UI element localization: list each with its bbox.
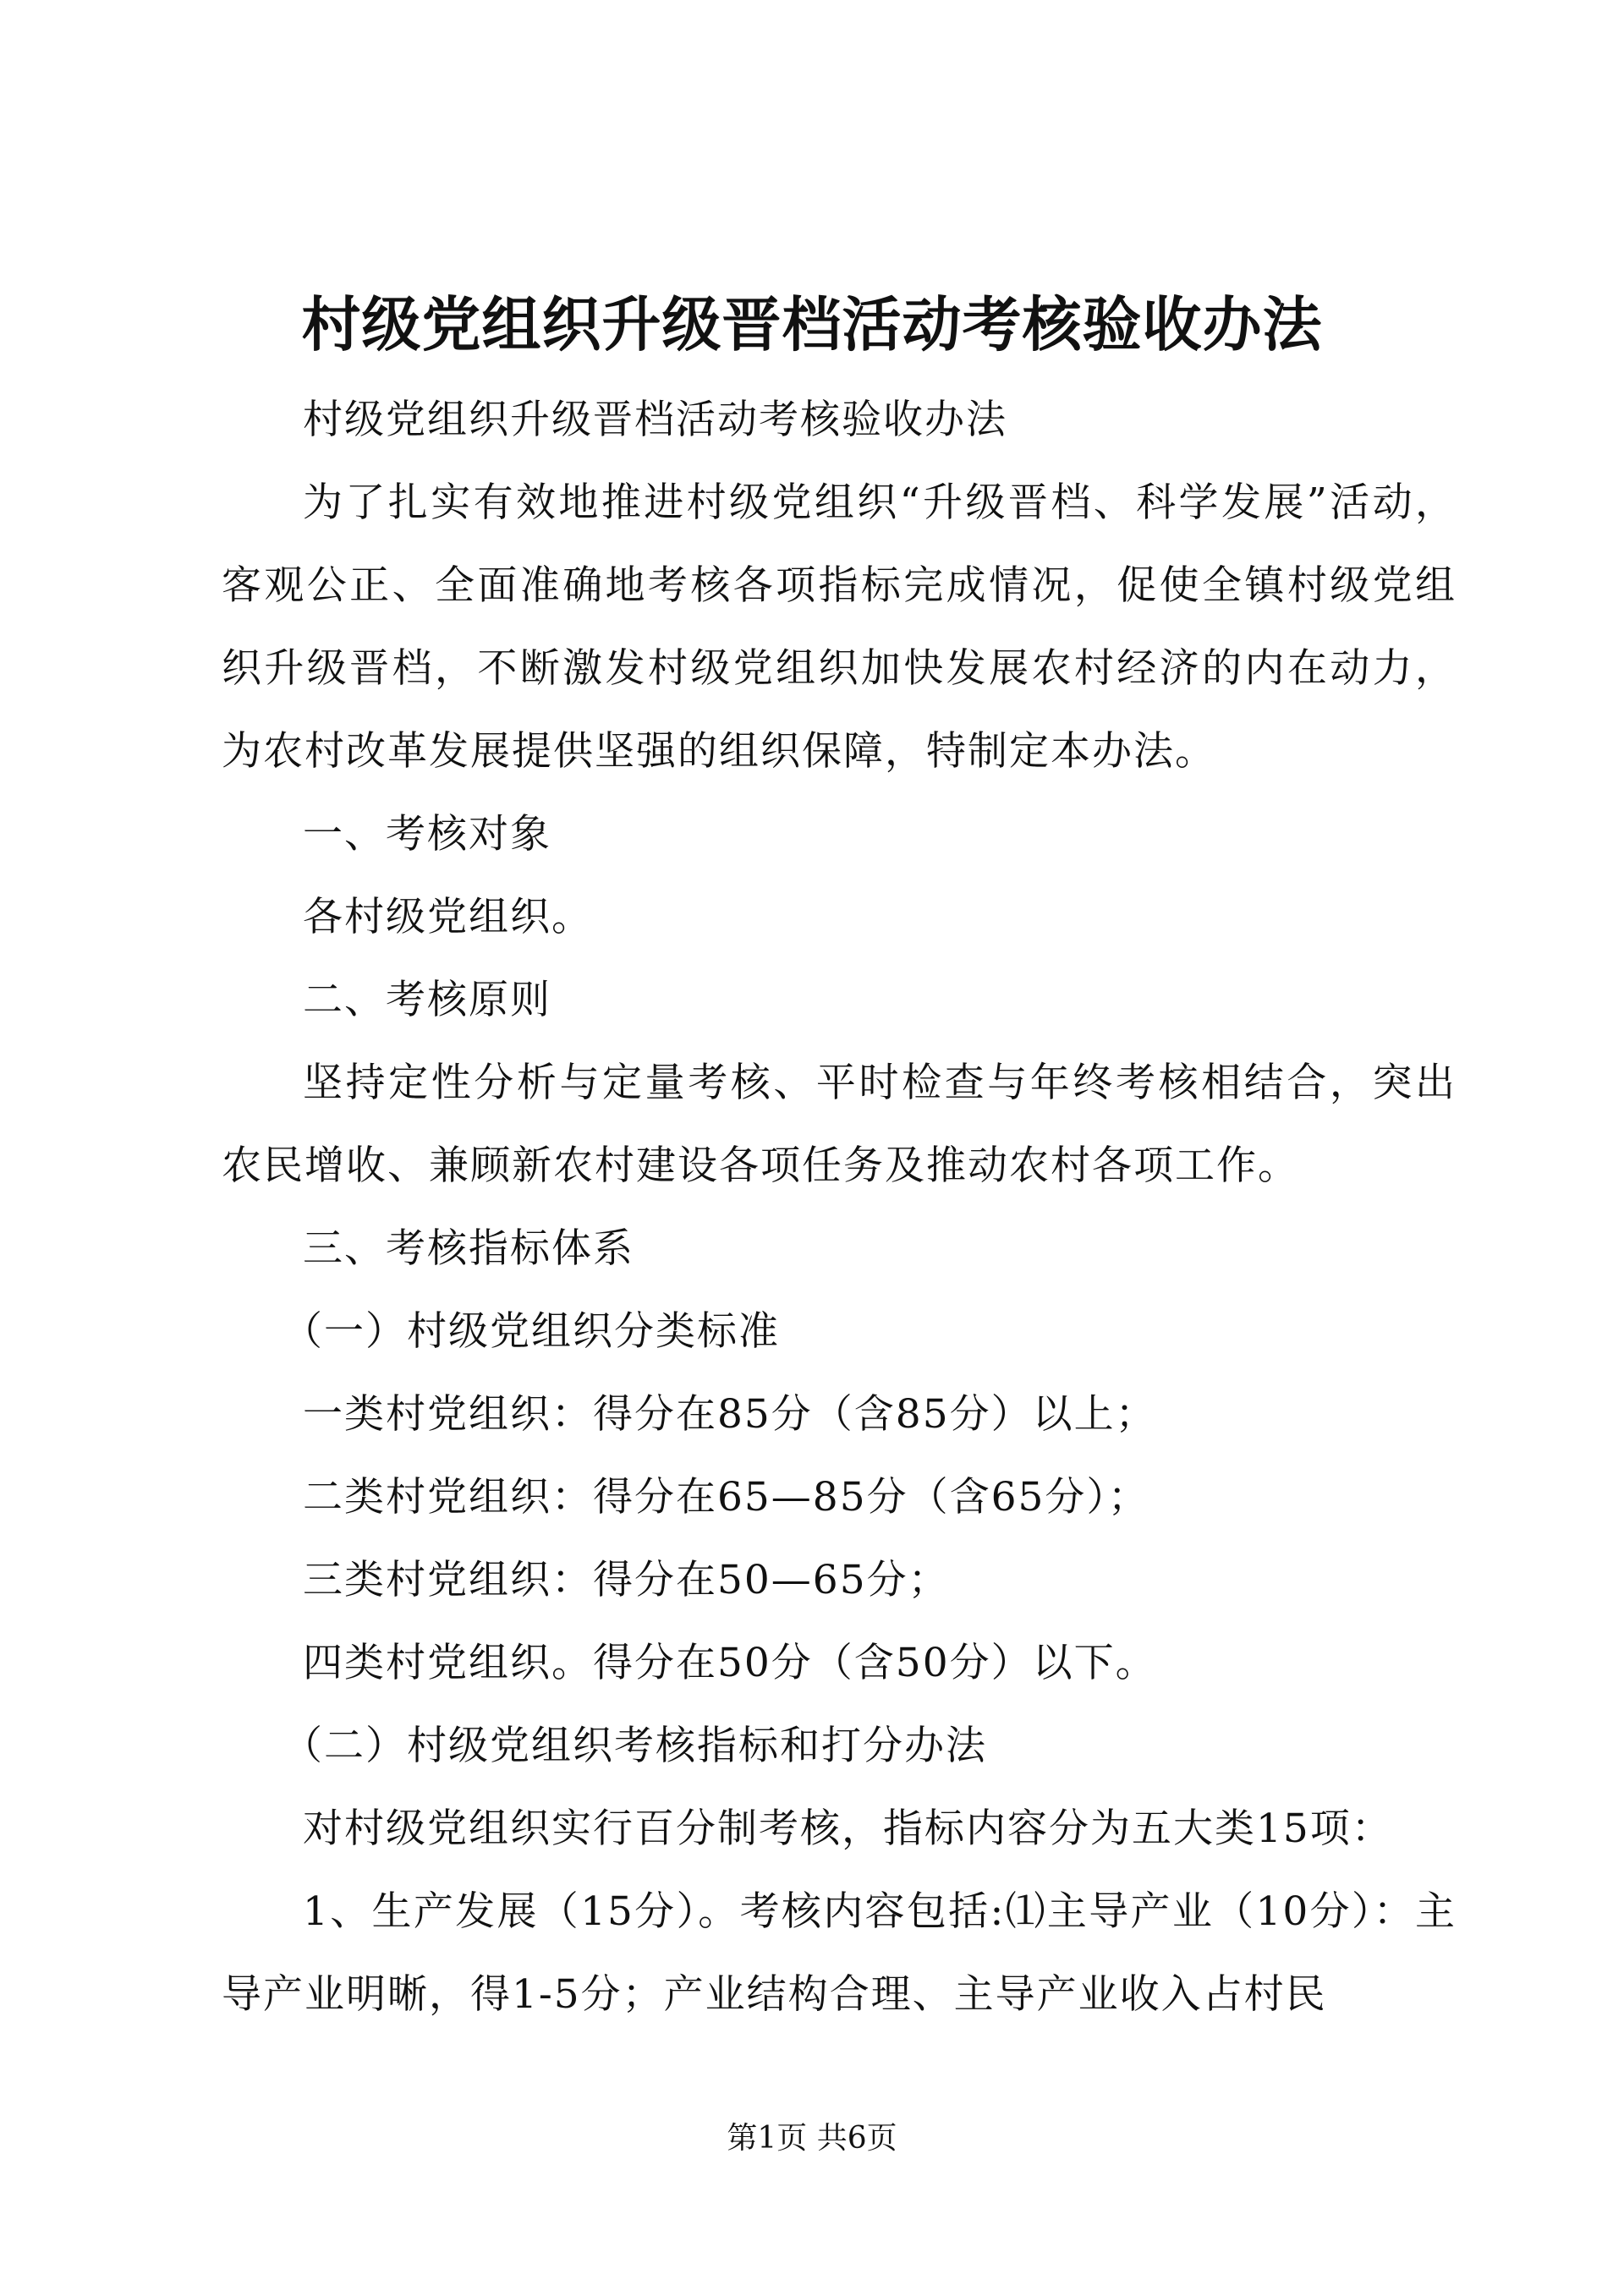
section-heading-assessment-principle: 二、考核原则 <box>303 977 551 1023</box>
paragraph-production-development: 1、生产发展（15分）。考核内容包括:⑴主导产业（10分）：主导产业明晰，得1-5分；产业结构合理、主导产业收入占村民 <box>222 1888 1457 2018</box>
list-item-class-one: 一类村党组织：得分在85分（含85分）以上； <box>303 1391 1157 1438</box>
list-item-class-two: 二类村党组织：得分在65—85分（含65分）； <box>303 1474 1149 1521</box>
subsection-heading-scoring: （二）村级党组织考核指标和打分办法 <box>283 1723 987 1769</box>
paragraph-subtitle: 村级党组织升级晋档活动考核验收办法 <box>303 397 1007 443</box>
subsection-heading-classification: （一）村级党组织分类标准 <box>283 1308 780 1355</box>
section-heading-indicator-system: 三、考核指标体系 <box>303 1225 634 1272</box>
document-title: 村级党组织升级晋档活动考核验收办法 <box>301 289 1323 359</box>
section-heading-assessment-target: 一、考核对象 <box>303 811 551 858</box>
list-item-class-four: 四类村党组织。得分在50分（含50分）以下。 <box>303 1640 1157 1686</box>
list-item-class-three: 三类村党组织：得分在50—65分； <box>303 1557 950 1603</box>
document-body <box>222 379 1457 2036</box>
page-footer: 第1页 共6页 <box>727 2121 897 2156</box>
paragraph-assessment-target: 各村级党组织。 <box>303 894 593 940</box>
paragraph-assessment-principle: 坚持定性分析与定量考核、平时检查与年终考核相结合，突出农民增收、兼顾新农村建设各项任务及推动农村各项工作。 <box>222 1060 1457 1189</box>
paragraph-scoring-overview: 对村级党组织实行百分制考核，指标内容分为五大类15项： <box>303 1806 1393 1852</box>
paragraph-intro: 为了扎实有效地推进村级党组织“升级晋档、科学发展”活动，客观公正、全面准确地考核各项指标完成情况，促使全镇村级党组织升级晋档，不断激发村级党组织加快发展农村经济的内在动力，为农村改革发展提供坚强的组织保障，特制定本办法。 <box>222 479 1457 775</box>
